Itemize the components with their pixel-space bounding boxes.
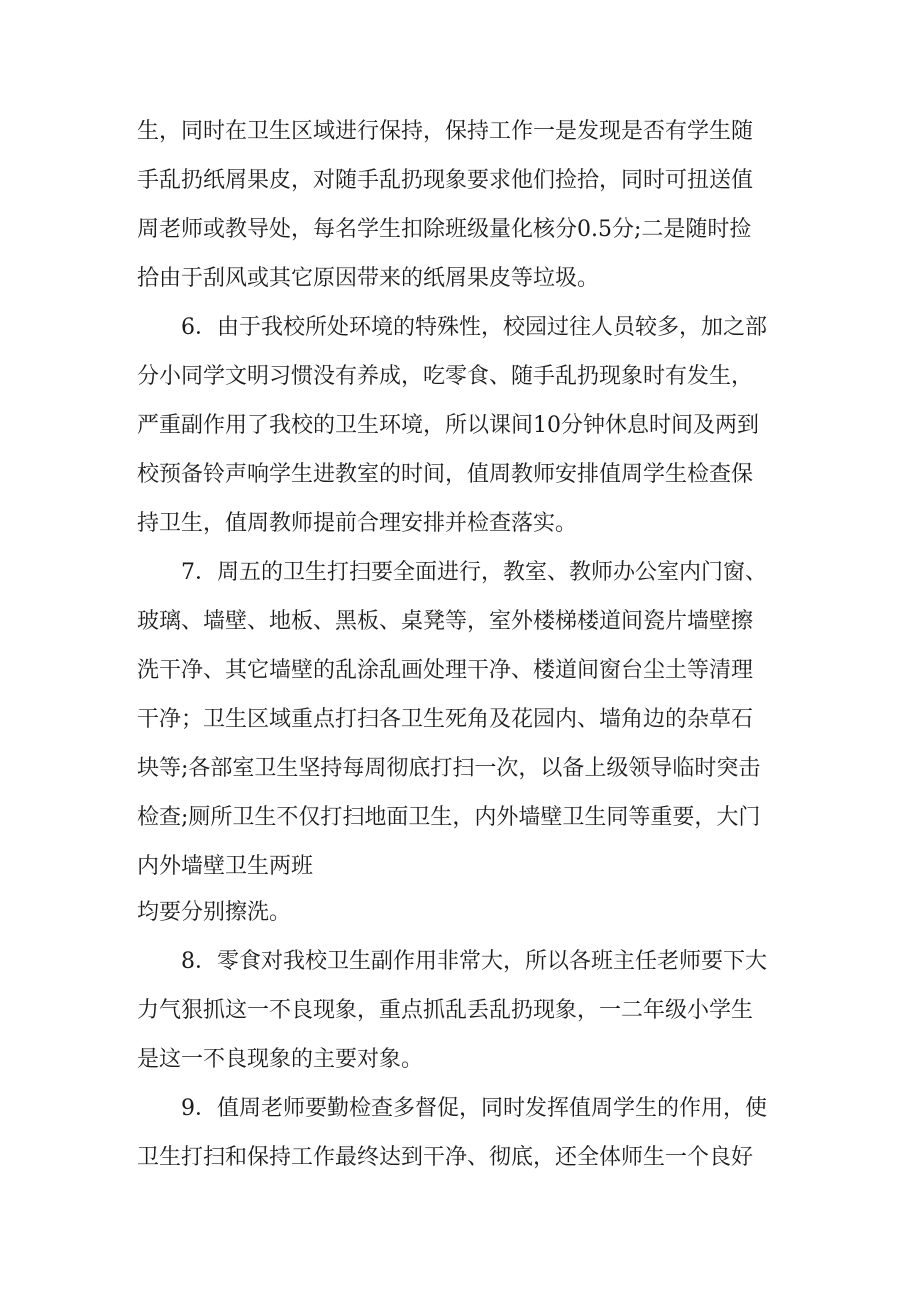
text-line: 均要分别擦洗。 bbox=[137, 900, 292, 925]
text-line: 9．值周老师要勤检查多督促，同时发挥值周学生的作用，使 bbox=[181, 1096, 767, 1121]
text-line: 7．周五的卫生打扫要全面进行，教室、教师办公室内门窗、 bbox=[181, 560, 767, 585]
text-line: 周老师或教导处，每名学生扣除班级量化核分0.5分;二是随时捡 bbox=[137, 217, 752, 242]
text-line: 检查;厕所卫生不仅打扫地面卫生，内外墙壁卫生同等重要，大门 bbox=[137, 805, 761, 830]
text-line: 洗干净、其它墙壁的乱涂乱画处理干净、楼道间窗台尘土等清理 bbox=[137, 658, 754, 683]
text-line: 是这一不良现象的主要对象。 bbox=[137, 1047, 424, 1072]
text-line: 拾由于刮风或其它原因带来的纸屑果皮等垃圾。 bbox=[137, 266, 600, 291]
text-line: 持卫生，值周教师提前合理安排并检查落实。 bbox=[137, 511, 578, 536]
text-line: 干净；卫生区域重点打扫各卫生死角及花园内、墙角边的杂草石 bbox=[137, 707, 754, 732]
text-line: 严重副作用了我校的卫生环境，所以课间10分钟休息时间及两到 bbox=[137, 413, 759, 438]
text-line: 6．由于我校所处环境的特殊性，校园过往人员较多，加之部 bbox=[181, 315, 767, 340]
text-line: 力气狠抓这一不良现象，重点抓乱丢乱扔现象，一二年级小学生 bbox=[137, 998, 754, 1023]
text-line: 内外墙壁卫生两班 bbox=[137, 854, 314, 879]
text-line: 分小同学文明习惯没有养成，吃零食、随手乱扔现象时有发生， bbox=[137, 364, 754, 389]
text-line: 8．零食对我校卫生副作用非常大，所以各班主任老师要下大 bbox=[181, 949, 767, 974]
text-line: 手乱扔纸屑果皮，对随手乱扔现象要求他们捡拾，同时可扭送值 bbox=[137, 168, 754, 193]
text-line: 校预备铃声响学生进教室的时间，值周教师安排值周学生检查保 bbox=[137, 462, 754, 487]
text-line: 块等;各部室卫生坚持每周彻底打扫一次，以备上级领导临时突击 bbox=[137, 756, 761, 781]
text-line: 生，同时在卫生区域进行保持，保持工作一是发现是否有学生随 bbox=[137, 119, 754, 144]
text-line: 卫生打扫和保持工作最终达到干净、彻底，还全体师生一个良好 bbox=[137, 1145, 754, 1170]
text-line: 玻璃、墙壁、地板、黑板、桌凳等，室外楼梯楼道间瓷片墙壁擦 bbox=[137, 609, 754, 634]
